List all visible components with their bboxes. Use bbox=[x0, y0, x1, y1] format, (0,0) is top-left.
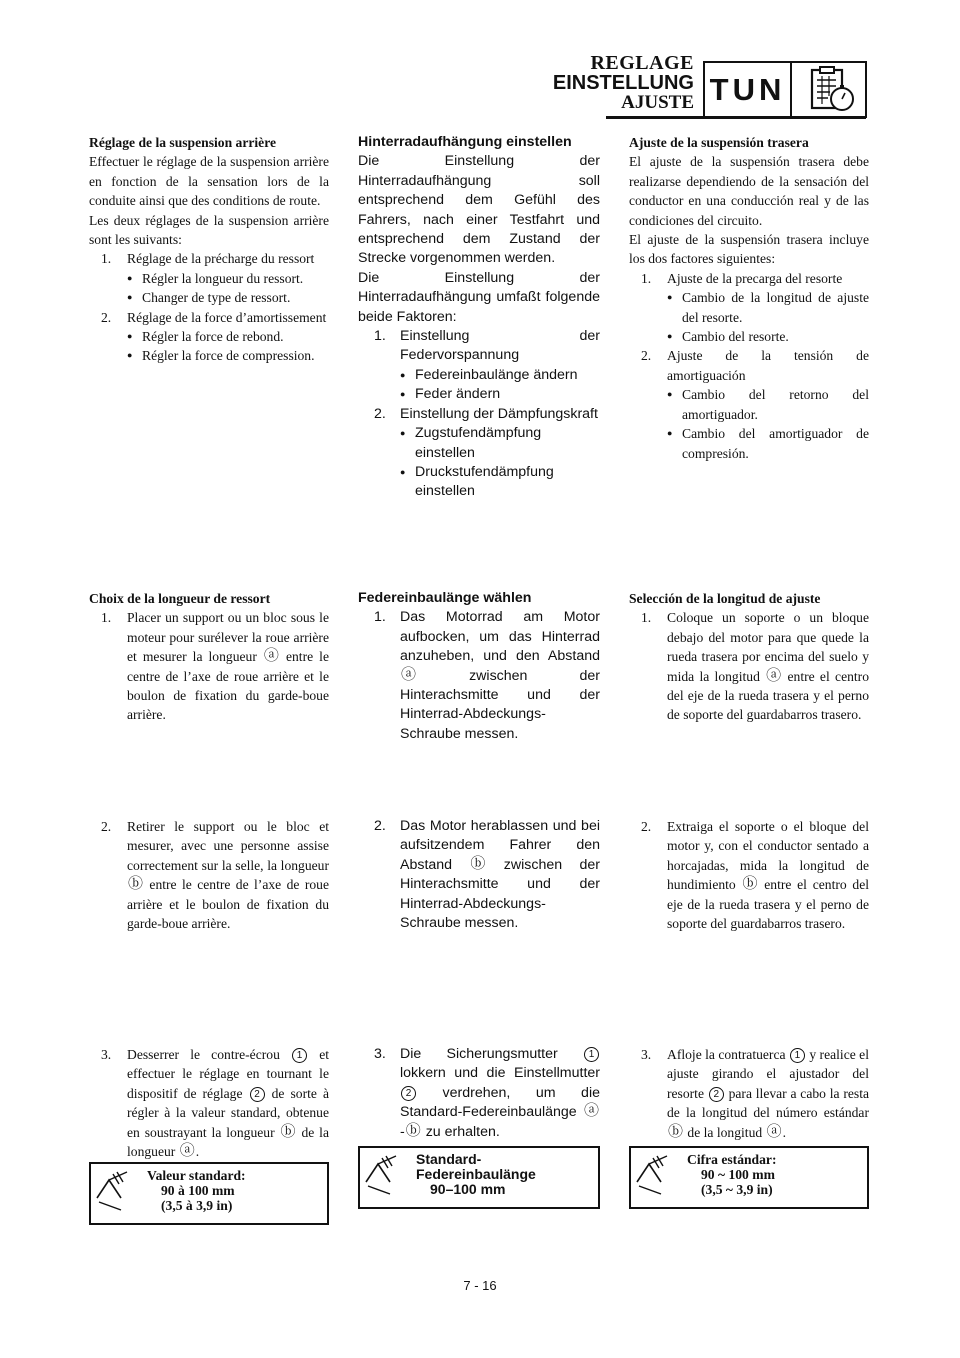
fr-rear-suspension-section bbox=[89, 133, 329, 366]
mark-a: ⓐ bbox=[583, 1102, 599, 1120]
de-step3-text-a: Die Sicherungsmutter bbox=[400, 1046, 558, 1062]
bullet-item bbox=[667, 327, 869, 346]
de-spring-length-section bbox=[358, 589, 600, 744]
de-item1-bullet2: Feder ändern bbox=[415, 386, 501, 403]
fr-step2-end: entre le centre de l’axe de roue arrière et le boulon de fixation du garde-boue arrière. bbox=[127, 877, 329, 932]
es-section1-paragraph2: El ajuste de la suspensión trasera incluye los dos factores siguientes: bbox=[629, 232, 869, 267]
es-step1-end: entre el centro del eje de la rueda trasera y el perno de soporte del guardabarros trasero. bbox=[667, 668, 869, 723]
callout-1: 1 bbox=[584, 1047, 599, 1062]
mark-b: ⓑ bbox=[280, 1122, 296, 1140]
bullet-item bbox=[127, 269, 329, 288]
item-number: 1. bbox=[641, 270, 652, 286]
fr-section2-heading: Choix de la longueur de ressort bbox=[89, 591, 271, 606]
es-section1-heading: Ajuste de la suspensión trasera bbox=[629, 135, 809, 150]
fr-spring-length-section bbox=[89, 589, 329, 725]
bullet-item bbox=[400, 385, 600, 404]
de-step2 bbox=[358, 817, 600, 933]
header-title-fr: REGLAGE bbox=[590, 52, 694, 74]
de-step3-text-c: verdrehen, um die Standard-Federeinbaulänge bbox=[400, 1084, 600, 1121]
es-section2-heading: Selección de la longitud de ajuste bbox=[629, 591, 821, 606]
bullet-item bbox=[127, 288, 329, 307]
de-step3 bbox=[358, 1045, 600, 1142]
header-title-es: AJUSTE bbox=[621, 92, 694, 113]
list-item: 3. Desserrer le contre-écrou 1 et effectuer le réglage en tournant le dispositif de réglage 2 de sorte à régler à la valeur standard, obtenue en soustrayant la longueur ⓑ de la longueur ⓐ. bbox=[101, 1047, 329, 1160]
de-item2-bullet1: Zugstufendämpfung einstellen bbox=[415, 425, 542, 461]
list-item: 3. Afloje la contratuerca 1 y realice el ajuste girando el ajustador del resorte 2 para llevar a cabo la resta de la longitud del número estándar ⓑ de la longitud ⓐ. bbox=[641, 1047, 870, 1140]
mark-a: ⓐ bbox=[766, 666, 782, 684]
es-spec-label: Cifra estándar: bbox=[687, 1152, 777, 1167]
caliper-icon bbox=[631, 1148, 673, 1207]
de-spec-box bbox=[358, 1146, 600, 1209]
mark-b: ⓑ bbox=[128, 875, 144, 893]
bullet-item bbox=[400, 424, 600, 463]
tuning-clipboard-stopwatch-icon bbox=[806, 66, 858, 119]
mark-b: ⓑ bbox=[470, 854, 486, 872]
bullet-item bbox=[667, 385, 869, 424]
fr-section1-paragraph1: Effectuer le réglage de la suspension arrière en fonction de la sensation lors de la conduite ainsi que des conditions de route. bbox=[89, 154, 329, 209]
fr-section1-heading: Réglage de la suspension arrière bbox=[89, 135, 277, 150]
de-item2-bullet2: Druckstufendämpfung einstellen bbox=[415, 463, 554, 500]
de-section1-heading: Hinterradaufhängung einstellen bbox=[358, 134, 572, 150]
callout-2: 2 bbox=[250, 1087, 265, 1102]
item-number: 2. bbox=[374, 818, 386, 834]
de-item2-text: Einstellung der Dämpfungskraft bbox=[400, 405, 598, 422]
es-spring-length-section bbox=[629, 589, 869, 725]
caliper-icon bbox=[91, 1164, 133, 1223]
es-step1-text: Coloque un soporte o un bloque debajo del motor para que quede la rueda trasera por encima del suelo y mida la longitud bbox=[667, 610, 869, 684]
fr-spec-text bbox=[147, 1168, 246, 1213]
section-code: TUN bbox=[709, 72, 786, 107]
fr-step2 bbox=[89, 817, 329, 933]
item-number: 3. bbox=[374, 1046, 386, 1062]
item-number: 2. bbox=[641, 819, 652, 834]
item-number: 3. bbox=[101, 1047, 112, 1062]
es-rear-suspension-section bbox=[629, 133, 869, 463]
fr-item2-bullet2: Régler la force de compression. bbox=[142, 348, 315, 364]
fr-step1-text: Placer un support ou un bloc sous le moteur pour surélever la roue arrière et mesurer la longueur bbox=[127, 610, 329, 665]
item-number: 2. bbox=[101, 819, 112, 834]
list-item bbox=[101, 249, 329, 268]
fr-spec-value: 90 à 100 mm bbox=[161, 1183, 235, 1198]
fr-step1-end: entre le centre de l’axe de roue arrière et le boulon de fixation du garde-boue arrière. bbox=[127, 649, 329, 723]
fr-item1-bullet2: Changer de type de ressort. bbox=[142, 290, 291, 306]
de-step2-end: zwischen der Hinterachsmitte und der Hinterrad-Abdeckungs-Schraube messen. bbox=[400, 856, 600, 932]
fr-spec-label: Valeur standard: bbox=[147, 1168, 246, 1183]
callout-1: 1 bbox=[292, 1048, 307, 1063]
item-number: 3. bbox=[641, 1047, 652, 1062]
de-step2-text: Das Motor herablassen und bei aufsitzendem Fahrer den Abstand bbox=[400, 818, 600, 873]
es-step3-text-b: y realice el ajuste girando el ajustador del resorte bbox=[667, 1047, 869, 1101]
fr-step3-text-d: de la longueur bbox=[127, 1124, 329, 1160]
fr-section1-paragraph2: Les deux réglages de la suspension arrière sont les suivants: bbox=[89, 212, 329, 248]
item-number: 1. bbox=[101, 251, 112, 267]
list-item: 3. Die Sicherungsmutter 1 lokkern und die Einstellmutter 2 verdrehen, um die Standard-Federeinbaulänge ⓐ-ⓑ zu erhalten. bbox=[374, 1046, 600, 1140]
es-item1-bullet2: Cambio del resorte. bbox=[682, 329, 789, 345]
es-spec-box bbox=[629, 1146, 869, 1209]
list-item bbox=[374, 817, 600, 933]
mark-a: ⓐ bbox=[401, 665, 417, 683]
es-step3-text-c: para llevar a cabo la resta de la longitud del número estándar bbox=[667, 1085, 870, 1121]
item-number: 2. bbox=[101, 309, 112, 325]
list-item bbox=[641, 269, 869, 288]
callout-2: 2 bbox=[709, 1087, 724, 1102]
list-item bbox=[101, 817, 329, 933]
bullet-item bbox=[127, 327, 329, 346]
bullet-item bbox=[400, 366, 600, 385]
list-item bbox=[641, 608, 869, 724]
de-spec-text bbox=[416, 1152, 586, 1197]
es-step3-text-d: de la longitud bbox=[687, 1124, 763, 1140]
de-item1-text: Einstellung der Federvorspannung bbox=[400, 328, 600, 364]
es-spec-value: 90 ~ 100 mm bbox=[701, 1167, 775, 1182]
bullet-item bbox=[400, 463, 600, 502]
de-rear-suspension-section bbox=[358, 133, 600, 502]
mark-a: ⓐ bbox=[766, 1122, 782, 1140]
fr-step3-text-a: Desserrer le contre-écrou bbox=[127, 1047, 280, 1062]
es-section1-paragraph1: El ajuste de la suspensión trasera debe realizarse dependiendo de la sensación del conductor en una conducción real y de las condiciones del circuito. bbox=[629, 154, 869, 228]
de-step3-text-b: lokkern und die Einstellmutter bbox=[400, 1065, 600, 1082]
bullet-item bbox=[127, 346, 329, 365]
page-number: 7 - 16 bbox=[463, 1278, 497, 1293]
es-item1-bullet1: Cambio de la longitud de ajuste del resorte. bbox=[682, 290, 869, 325]
fr-step3 bbox=[89, 1045, 329, 1161]
header-title-de: EINSTELLUNG bbox=[552, 72, 694, 94]
bullet-item bbox=[667, 424, 869, 463]
list-item bbox=[101, 608, 329, 724]
mark-a: ⓐ bbox=[179, 1142, 195, 1160]
de-step1-text: Das Motorrad am Motor aufbocken, um das Hinterrad anzuheben, und den Abstand bbox=[400, 609, 600, 665]
list-item bbox=[374, 405, 600, 424]
de-spec-label: Standard-Federeinbaulänge bbox=[416, 1151, 536, 1182]
de-step3-text-d: zu erhalten. bbox=[425, 1123, 500, 1140]
callout-2: 2 bbox=[401, 1086, 416, 1101]
mark-a: ⓐ bbox=[263, 647, 279, 665]
es-spec-text bbox=[687, 1152, 776, 1197]
fr-step3-text-c: de sorte à régler à la valeur standard, obtenue en soustrayant la longueur bbox=[127, 1085, 329, 1140]
es-step2-text: Extraiga el soporte o el bloque del motor y, con el conductor sentado a horcajadas, mida la longitud de hundimiento bbox=[667, 819, 869, 893]
fr-step2-text: Retirer le support ou le bloc et mesurer, avec une personne assise correctement sur la selle, la longueur bbox=[127, 819, 329, 873]
es-spec-value-in: (3,5 ~ 3,9 in) bbox=[701, 1182, 773, 1197]
de-item1-bullet1: Federeinbaulänge ändern bbox=[415, 366, 578, 383]
es-item2-text: Ajuste de la tensión de amortiguación bbox=[667, 348, 869, 383]
mark-b: ⓑ bbox=[668, 1122, 684, 1140]
item-number: 2. bbox=[374, 405, 386, 422]
mark-b: ⓑ bbox=[742, 875, 758, 893]
section-tab-divider bbox=[790, 61, 792, 118]
es-step2-end: entre el centro del eje de la rueda trasera y el perno de soporte del guardabarros trasero. bbox=[667, 877, 870, 932]
de-section1-paragraph1: Die Einstellung der Hinterradaufhängung soll entsprechend dem Gefühl des Fahrers, nach einer Testfahrt und entsprechend dem Zustand der Strecke vorgenommen werden. bbox=[358, 153, 600, 267]
item-number: 1. bbox=[641, 610, 652, 626]
es-step3-text-a: Afloje la contratuerca bbox=[667, 1047, 786, 1062]
fr-spec-box bbox=[89, 1162, 329, 1225]
fr-item1-bullet1: Régler la longueur du ressort. bbox=[142, 270, 304, 286]
de-section2-heading: Federeinbaulänge wählen bbox=[358, 590, 532, 606]
de-step1-end: zwischen der Hinterachsmitte und der Hinterrad-Abdeckungs-Schraube messen. bbox=[400, 667, 600, 742]
item-number: 1. bbox=[101, 610, 112, 626]
item-number: 2. bbox=[641, 348, 652, 364]
fr-item2-text: Réglage de la force d’amortissement bbox=[127, 309, 327, 325]
de-section1-paragraph2: Die Einstellung der Hinterradaufhängung umfaßt folgende beide Faktoren: bbox=[358, 269, 600, 325]
es-step2 bbox=[629, 817, 869, 933]
caliper-icon bbox=[360, 1148, 402, 1207]
list-item bbox=[374, 608, 600, 744]
list-item bbox=[641, 817, 869, 933]
item-number: 1. bbox=[374, 328, 386, 345]
de-spec-value: 90–100 mm bbox=[430, 1181, 506, 1197]
list-item bbox=[641, 346, 869, 385]
es-item2-bullet1: Cambio del retorno del amortiguador. bbox=[682, 387, 869, 422]
fr-spec-value-in: (3,5 à 3,9 in) bbox=[161, 1198, 233, 1213]
item-number: 1. bbox=[374, 609, 386, 626]
bullet-item bbox=[667, 288, 869, 327]
es-item2-bullet2: Cambio del amortiguador de compresión. bbox=[682, 426, 869, 461]
fr-item2-bullet1: Régler la force de rebond. bbox=[142, 329, 284, 345]
fr-step3-text-b: et effectuer le réglage en tournant le dispositif de réglage bbox=[127, 1047, 329, 1101]
es-item1-text: Ajuste de la precarga del resorte bbox=[667, 270, 843, 286]
mark-b: ⓑ bbox=[405, 1121, 421, 1139]
fr-item1-text: Réglage de la précharge du ressort bbox=[127, 251, 315, 267]
callout-1: 1 bbox=[790, 1048, 805, 1063]
list-item bbox=[374, 327, 600, 366]
es-step3 bbox=[629, 1045, 869, 1142]
list-item bbox=[101, 308, 329, 327]
